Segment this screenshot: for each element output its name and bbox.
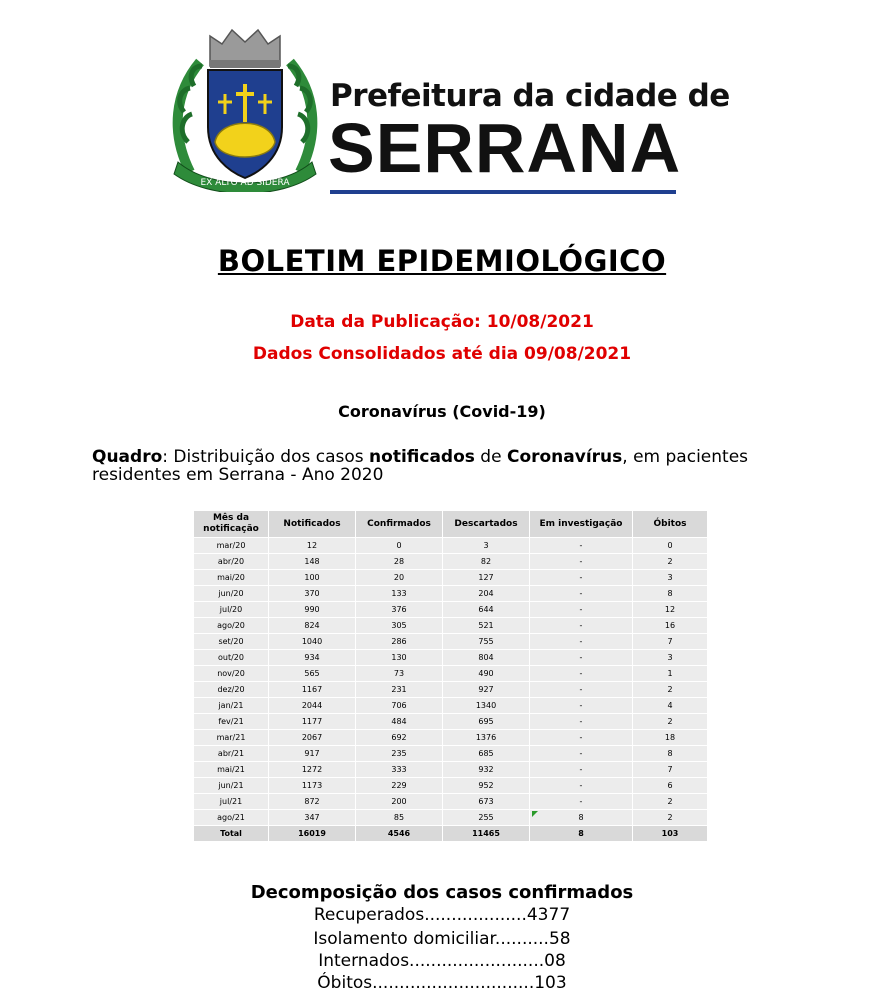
table-cell: fev/21: [194, 714, 269, 730]
table-cell: 8: [530, 826, 633, 842]
table-cell: 2067: [269, 730, 356, 746]
table-cell: -: [530, 570, 633, 586]
table-cell: jul/21: [194, 794, 269, 810]
table-cell: 100: [269, 570, 356, 586]
table-cell: 12: [633, 602, 708, 618]
decomposition-title: Decomposição dos casos confirmados: [250, 882, 634, 903]
table-cell: 484: [356, 714, 443, 730]
table-cell: 3: [443, 538, 530, 554]
table-cell: -: [530, 666, 633, 682]
table-cell: mai/21: [194, 762, 269, 778]
table-cell: ago/21: [194, 810, 269, 826]
table-cell: 8: [633, 746, 708, 762]
table-cell: 333: [356, 762, 443, 778]
table-cell: 934: [269, 650, 356, 666]
table-cell: 1040: [269, 634, 356, 650]
table-cell: dez/20: [194, 682, 269, 698]
table-cell: 673: [443, 794, 530, 810]
table-cell: -: [530, 586, 633, 602]
table-cell: -: [530, 714, 633, 730]
org-name-line1: Prefeitura da cidade de: [330, 78, 730, 114]
caption-bold-3: Coronavírus: [506, 447, 623, 467]
table-cell: 565: [269, 666, 356, 682]
table-row: [194, 650, 708, 666]
table-row: [194, 794, 708, 810]
table-cell: 18: [633, 730, 708, 746]
table-cell: set/20: [194, 634, 269, 650]
table-cell: 824: [269, 618, 356, 634]
table-cell: 1340: [443, 698, 530, 714]
table-cell: abr/21: [194, 746, 269, 762]
table-row: [194, 570, 708, 586]
table-row: [194, 682, 708, 698]
table-cell: 20: [356, 570, 443, 586]
table-cell: ago/20: [194, 618, 269, 634]
publication-date: Data da Publicação: 10/08/2021: [290, 312, 594, 332]
table-cell: 1177: [269, 714, 356, 730]
table-cell: 2: [633, 810, 708, 826]
city-crest-logo: [170, 22, 320, 192]
table-cell: 2: [633, 714, 708, 730]
col-header-confirmed: Confirmados: [356, 511, 443, 538]
table-cell: jun/20: [194, 586, 269, 602]
motto: EX ALTO AD SIDERA: [200, 178, 290, 188]
table-cell: 2: [633, 682, 708, 698]
comment-flag-icon: [532, 811, 538, 817]
table-cell: 917: [269, 746, 356, 762]
caption-text-2: de: [474, 447, 507, 467]
table-cell: 932: [443, 762, 530, 778]
table-cell: 82: [443, 554, 530, 570]
col-header-discarded: Descartados: [443, 511, 530, 538]
table-cell: 0: [633, 538, 708, 554]
table-cell: 4546: [356, 826, 443, 842]
table-cell: 1167: [269, 682, 356, 698]
table-cell: jan/21: [194, 698, 269, 714]
caption-bold-1: Quadro: [92, 447, 163, 467]
table-row: [194, 762, 708, 778]
header: [170, 22, 730, 192]
table-cell: -: [530, 634, 633, 650]
table-cell: 1376: [443, 730, 530, 746]
table-cell: 11465: [443, 826, 530, 842]
table-cell: 692: [356, 730, 443, 746]
table-cell: out/20: [194, 650, 269, 666]
table-cell: nov/20: [194, 666, 269, 682]
table-cell: 521: [443, 618, 530, 634]
table-cell: 952: [443, 778, 530, 794]
header-rule: [330, 190, 676, 194]
table-cell: 644: [443, 602, 530, 618]
table-cell: 2044: [269, 698, 356, 714]
table-cell: 1173: [269, 778, 356, 794]
col-header-investigation: Em investigação: [530, 511, 633, 538]
table-cell: 3: [633, 570, 708, 586]
table-cell: jun/21: [194, 778, 269, 794]
table-header-row: [194, 511, 708, 538]
table-cell: 127: [443, 570, 530, 586]
table-cell: 695: [443, 714, 530, 730]
table-cell: 286: [356, 634, 443, 650]
table-cell: -: [530, 554, 633, 570]
table-cell: 7: [633, 634, 708, 650]
table-cell: 16019: [269, 826, 356, 842]
table-cell: 1272: [269, 762, 356, 778]
section-subtitle: Coronavírus (Covid-19): [338, 402, 546, 421]
table-cell: 4: [633, 698, 708, 714]
table-cell: -: [530, 698, 633, 714]
table-cell: -: [530, 730, 633, 746]
table-cell: -: [530, 602, 633, 618]
table-cell: 133: [356, 586, 443, 602]
table-row: [194, 714, 708, 730]
col-header-notified: Notificados: [269, 511, 356, 538]
table-cell: -: [530, 618, 633, 634]
table-cell: 990: [269, 602, 356, 618]
table-row: [194, 778, 708, 794]
table-cell: 8: [633, 586, 708, 602]
table-cell: mar/21: [194, 730, 269, 746]
cell-value: 8: [578, 813, 584, 822]
table-cell: 2: [633, 554, 708, 570]
table-cell: 200: [356, 794, 443, 810]
table-cell: 85: [356, 810, 443, 826]
table-cell: 16: [633, 618, 708, 634]
table-cell: -: [530, 682, 633, 698]
table-cell: -: [530, 650, 633, 666]
table-cell: mar/20: [194, 538, 269, 554]
caption-text-3: , em pacientes residentes em Serrana - Ano 2020: [92, 447, 749, 485]
table-row: [194, 666, 708, 682]
table-caption: [92, 448, 812, 484]
table-cell: 804: [443, 650, 530, 666]
table-cell: 12: [269, 538, 356, 554]
table-cell: 229: [356, 778, 443, 794]
table-row: [194, 618, 708, 634]
cases-table: [193, 510, 708, 842]
table-cell: 376: [356, 602, 443, 618]
table-cell: 103: [633, 826, 708, 842]
org-name-line2: SERRANA: [328, 109, 682, 187]
table-cell: 0: [356, 538, 443, 554]
decomposition-hospitalized: Internados.........................08: [318, 951, 566, 971]
table-cell: 204: [443, 586, 530, 602]
table-cell: 347: [269, 810, 356, 826]
col-header-deaths: Óbitos: [633, 511, 708, 538]
col-header-month: Mês da notificação: [194, 511, 269, 538]
table-row: [194, 634, 708, 650]
table-cell: 305: [356, 618, 443, 634]
table-cell: 231: [356, 682, 443, 698]
table-cell: 927: [443, 682, 530, 698]
table-cell: -: [530, 762, 633, 778]
table-row: [194, 730, 708, 746]
table-cell: 235: [356, 746, 443, 762]
table-cell: 1: [633, 666, 708, 682]
table-cell: 6: [633, 778, 708, 794]
decomposition-home-isolation: Isolamento domiciliar..........58: [313, 929, 571, 949]
table-row: [194, 810, 708, 826]
table-cell: 73: [356, 666, 443, 682]
table-cell: 2: [633, 794, 708, 810]
table-cell: -: [530, 538, 633, 554]
table-cell: 3: [633, 650, 708, 666]
table-row: [194, 698, 708, 714]
table-row: [194, 746, 708, 762]
table-cell: jul/20: [194, 602, 269, 618]
table-cell: 370: [269, 586, 356, 602]
table-cell: 130: [356, 650, 443, 666]
table-total-row: [194, 826, 708, 842]
table-cell: -: [530, 778, 633, 794]
table-cell: 148: [269, 554, 356, 570]
table-cell: 28: [356, 554, 443, 570]
table-cell: -: [530, 746, 633, 762]
table-cell: 706: [356, 698, 443, 714]
page-title: BOLETIM EPIDEMIOLÓGICO: [217, 244, 667, 278]
table-cell: 685: [443, 746, 530, 762]
table-row: [194, 602, 708, 618]
decomposition-deaths: Óbitos..............................103: [317, 973, 567, 993]
table-cell: 490: [443, 666, 530, 682]
table-cell: 872: [269, 794, 356, 810]
table-row: [194, 586, 708, 602]
table-cell: 7: [633, 762, 708, 778]
table-cell: abr/20: [194, 554, 269, 570]
caption-bold-2: notificados: [369, 447, 475, 467]
consolidated-date: Dados Consolidados até dia 09/08/2021: [252, 344, 632, 364]
table-cell: 755: [443, 634, 530, 650]
table-cell: -: [530, 794, 633, 810]
table-cell: [530, 810, 633, 826]
table-row: [194, 538, 708, 554]
table-cell: mai/20: [194, 570, 269, 586]
caption-text-1: : Distribuição dos casos: [162, 447, 370, 467]
table-row: [194, 554, 708, 570]
table-cell: Total: [194, 826, 269, 842]
decomposition-recovered: Recuperados...................4377: [313, 905, 571, 925]
table-cell: 255: [443, 810, 530, 826]
